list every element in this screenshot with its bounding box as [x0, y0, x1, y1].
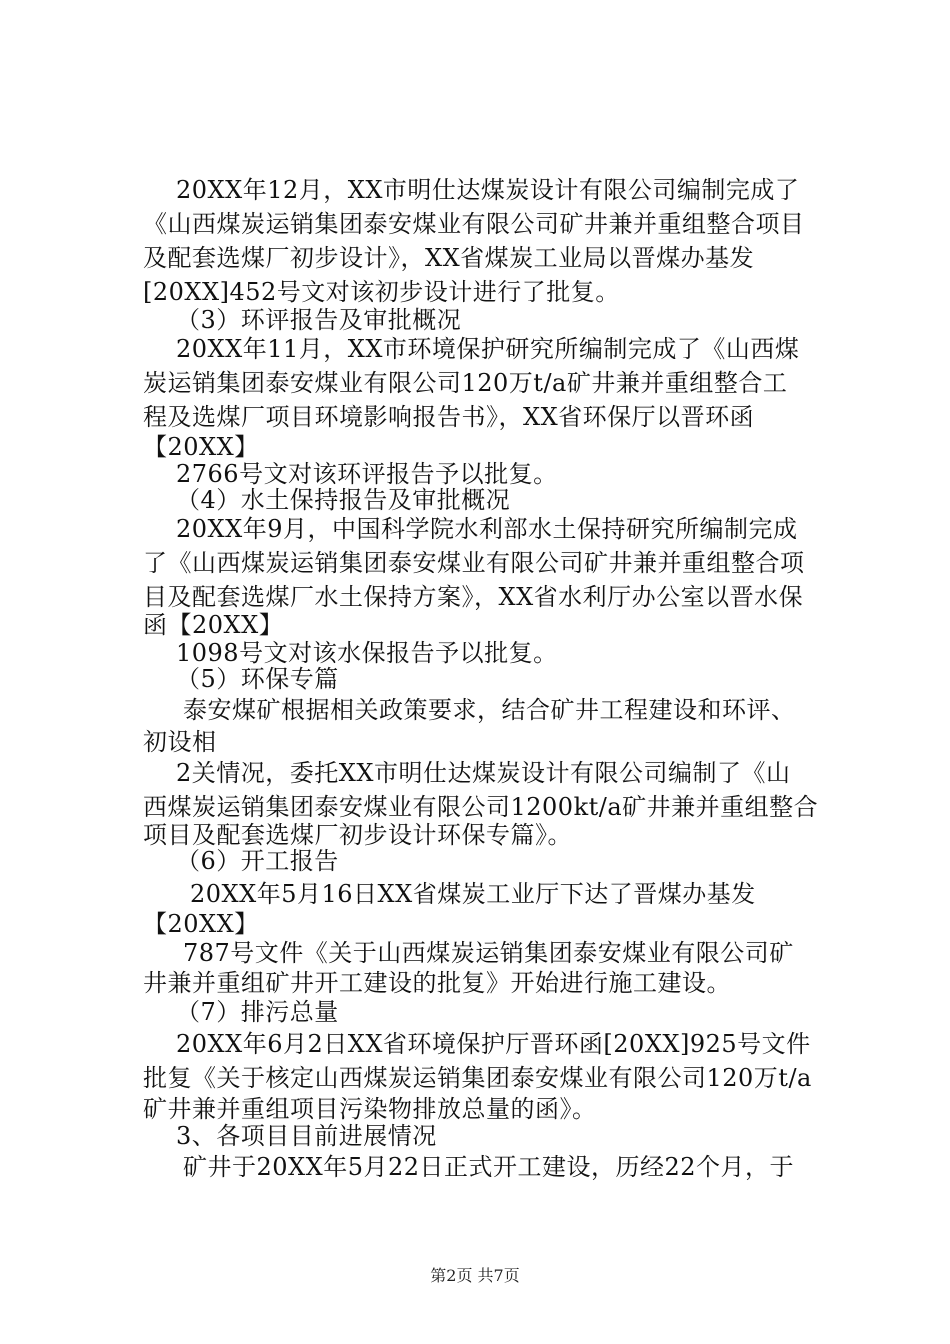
text-line: 泰安煤矿根据相关政策要求，结合矿井工程建设和环评、 [183, 696, 796, 724]
text-line: 787号文件《关于山西煤炭运销集团泰安煤业有限公司矿 [183, 939, 794, 967]
section-heading: （6）开工报告 [176, 847, 339, 875]
text-line: 初设相 [143, 728, 217, 756]
text-line: 矿井兼并重组项目污染物排放总量的函》。 [143, 1095, 597, 1123]
section-heading: （4）水土保持报告及审批概况 [176, 486, 511, 514]
section-heading: （5）环保专篇 [176, 665, 339, 693]
text-line: 批复《关于核定山西煤炭运销集团泰安煤业有限公司120万t/a [143, 1064, 812, 1092]
text-line: 炭运销集团泰安煤业有限公司120万t/a矿井兼并重组整合工 [143, 369, 788, 397]
text-line: 及配套选煤厂初步设计》，XX省煤炭工业局以晋煤办基发 [143, 244, 755, 272]
text-line: 2关情况，委托XX市明仕达煤炭设计有限公司编制了《山 [176, 759, 791, 787]
text-line: 函【20XX】 [143, 611, 284, 639]
text-line: 《山西煤炭运销集团泰安煤业有限公司矿井兼并重组整合项目 [143, 210, 805, 238]
text-line: 20XX年11月，XX市环境保护研究所编制完成了《山西煤 [176, 335, 800, 363]
text-line: 20XX年6月2日XX省环境保护厅晋环函[20XX]925号文件 [176, 1030, 811, 1058]
text-line: 井兼并重组矿井开工建设的批复》开始进行施工建设。 [143, 969, 731, 997]
text-line: 程及选煤厂项目环境影响报告书》，XX省环保厅以晋环函 [143, 403, 755, 431]
section-heading: 3、各项目目前进展情况 [176, 1122, 437, 1150]
text-line: 2766号文对该环评报告予以批复。 [176, 460, 558, 488]
text-line: 【20XX】 [143, 433, 259, 461]
text-line: 20XX年9月，中国科学院水利部水土保持研究所编制完成 [176, 515, 798, 543]
section-heading: （7）排污总量 [176, 998, 339, 1026]
text-line: 20XX年5月16日XX省煤炭工业厅下达了晋煤办基发 [190, 880, 756, 908]
text-line: 20XX年12月，XX市明仕达煤炭设计有限公司编制完成了 [176, 176, 800, 204]
text-line: 1098号文对该水保报告予以批复。 [176, 639, 558, 667]
text-line: 西煤炭运销集团泰安煤业有限公司1200kt/a矿井兼并重组整合 [143, 793, 819, 821]
page-number-footer: 第2页 共7页 [430, 1266, 520, 1285]
text-line: 目及配套选煤厂水土保持方案》，XX省水利厅办公室以晋水保 [143, 583, 804, 611]
text-line: 【20XX】 [143, 910, 259, 938]
text-line: 了《山西煤炭运销集团泰安煤业有限公司矿井兼并重组整合项 [143, 549, 805, 577]
section-heading: （3）环评报告及审批概况 [176, 306, 462, 334]
text-line: [20XX]452号文对该初步设计进行了批复。 [143, 278, 620, 306]
text-line: 矿井于20XX年5月22日正式开工建设，历经22个月，于 [183, 1153, 795, 1181]
text-line: 项目及配套选煤厂初步设计环保专篇》。 [143, 821, 572, 849]
